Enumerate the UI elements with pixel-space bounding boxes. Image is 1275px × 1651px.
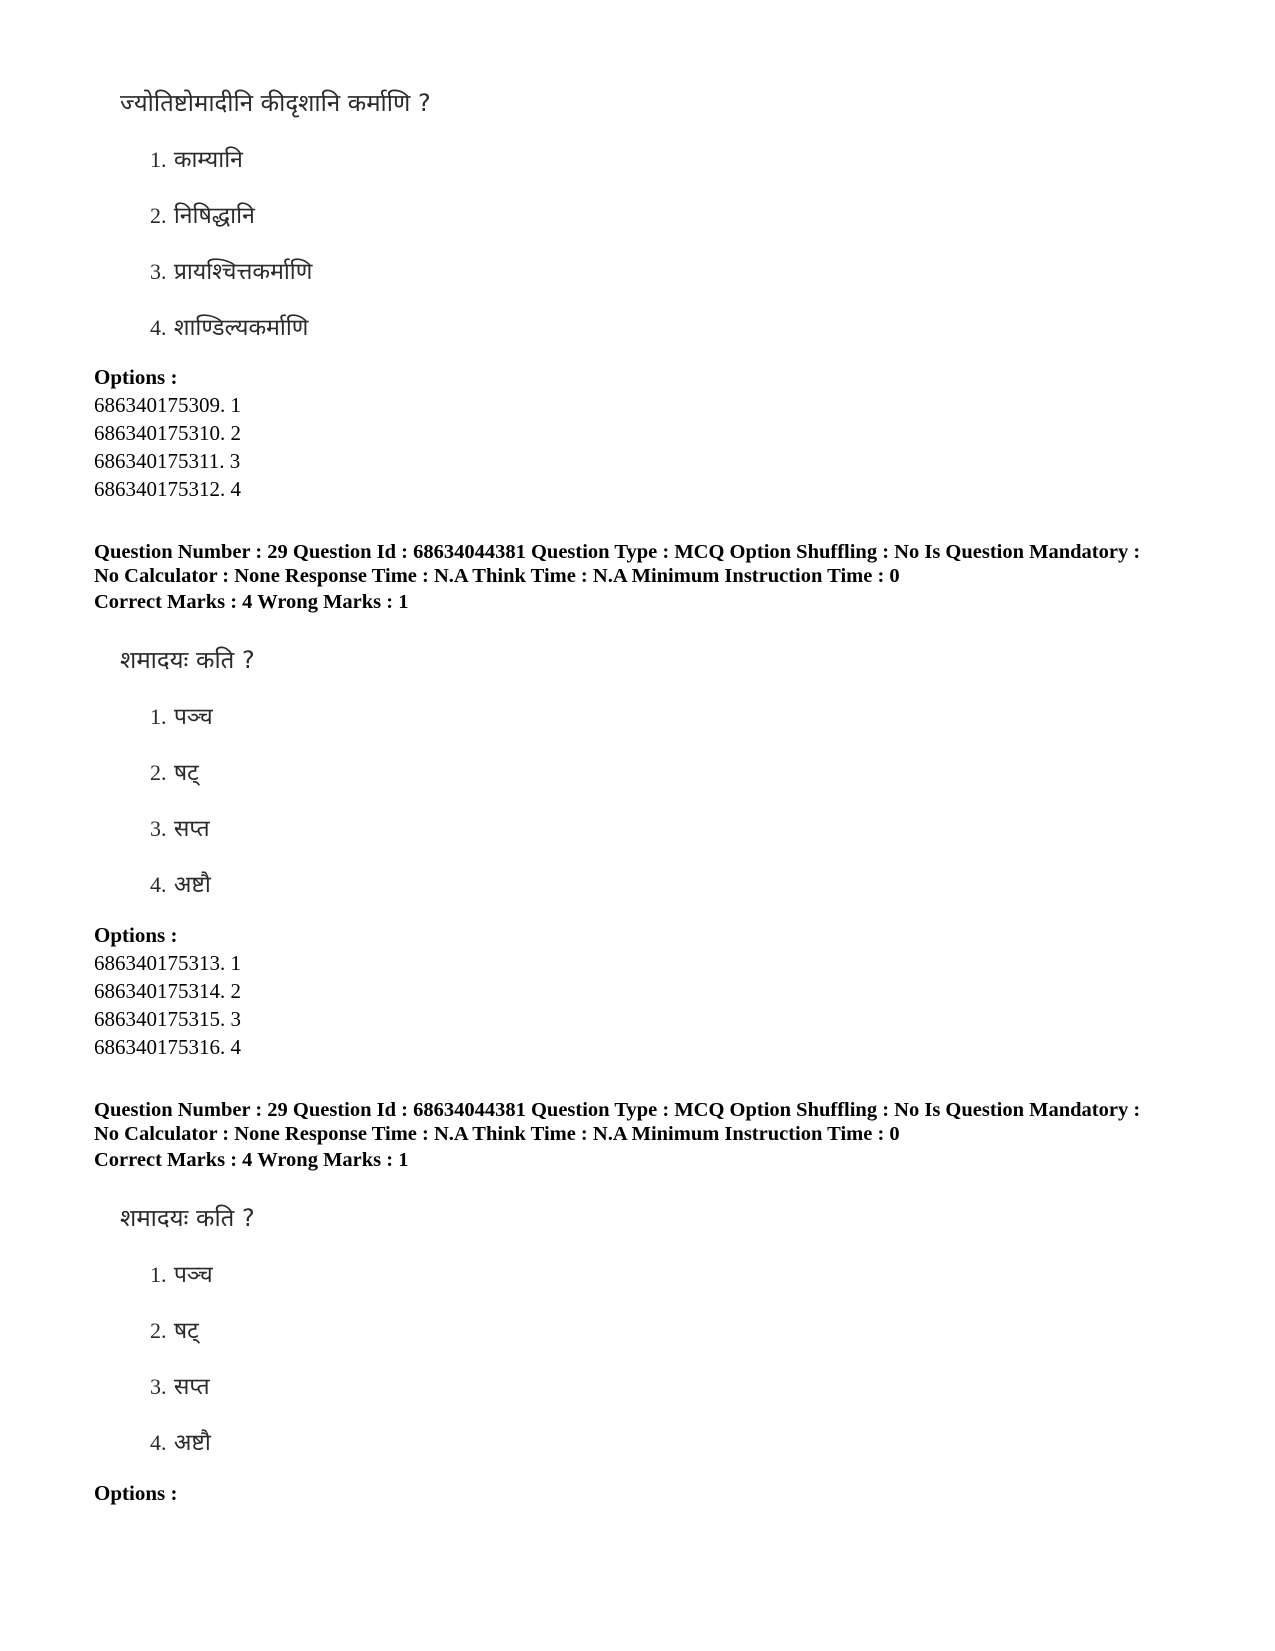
choice-text: सप्त	[173, 816, 210, 842]
question-text: शमादयः कति ?	[120, 646, 255, 674]
options-label: Options :	[94, 365, 178, 389]
choice-number: 2.	[150, 760, 167, 785]
choice-number: 3.	[150, 1374, 167, 1399]
choice-text: काम्यानि	[173, 147, 243, 173]
options-label: Options :	[94, 1481, 178, 1505]
question-choice	[150, 1316, 199, 1346]
choice-number: 1.	[150, 147, 167, 172]
choice-text: प्रायश्चित्तकर्माणि	[173, 259, 313, 285]
question-choice	[150, 814, 210, 844]
choice-text: निषिद्धानि	[173, 203, 255, 229]
choice-text: पञ्च	[173, 1262, 213, 1288]
choice-text: अष्टौ	[173, 872, 211, 898]
choice-text: षट्	[173, 1318, 199, 1344]
question-meta-line-2: No Calculator : None Response Time : N.A Think Time : N.A Minimum Instruction Time : 0	[94, 565, 900, 587]
choice-number: 4.	[150, 1430, 167, 1455]
question-choice	[150, 1428, 211, 1458]
choice-text: पञ्च	[173, 704, 213, 730]
option-id: 686340175310. 2	[94, 421, 241, 445]
question-marks: Correct Marks : 4 Wrong Marks : 1	[94, 591, 409, 613]
choice-text: अष्टौ	[173, 1430, 211, 1456]
choice-text: शाण्डिल्यकर्माणि	[173, 315, 309, 341]
option-id: 686340175312. 4	[94, 477, 241, 501]
question-meta	[94, 540, 1204, 588]
option-id: 686340175314. 2	[94, 979, 241, 1003]
question-choice	[150, 1372, 210, 1402]
question-text: शमादयः कति ?	[120, 1204, 255, 1232]
option-id: 686340175309. 1	[94, 393, 241, 417]
option-id: 686340175315. 3	[94, 1007, 241, 1031]
question-meta-line-1: Question Number : 29 Question Id : 68634044381 Question Type : MCQ Option Shuffling : No Is Question Mandatory :	[94, 1099, 1141, 1121]
question-choice	[150, 313, 308, 343]
question-marks: Correct Marks : 4 Wrong Marks : 1	[94, 1149, 409, 1171]
choice-number: 3.	[150, 816, 167, 841]
option-id: 686340175316. 4	[94, 1035, 241, 1059]
option-id: 686340175311. 3	[94, 449, 241, 473]
question-choice	[150, 702, 213, 732]
question-meta-line-1: Question Number : 29 Question Id : 68634044381 Question Type : MCQ Option Shuffling : No Is Question Mandatory :	[94, 541, 1141, 563]
choice-number: 4.	[150, 315, 167, 340]
question-meta	[94, 1098, 1204, 1146]
question-choice	[150, 758, 199, 788]
question-text: ज्योतिष्टोमादीनि कीदृशानि कर्माणि ?	[120, 89, 431, 117]
choice-number: 1.	[150, 1262, 167, 1287]
choice-number: 3.	[150, 259, 167, 284]
choice-text: सप्त	[173, 1374, 210, 1400]
question-choice	[150, 257, 312, 287]
choice-number: 1.	[150, 704, 167, 729]
options-label: Options :	[94, 923, 178, 947]
question-choice	[150, 1260, 213, 1290]
question-choice	[150, 201, 255, 231]
question-choice	[150, 870, 211, 900]
question-meta-line-2: No Calculator : None Response Time : N.A Think Time : N.A Minimum Instruction Time : 0	[94, 1123, 900, 1145]
question-choice	[150, 145, 243, 175]
choice-number: 2.	[150, 1318, 167, 1343]
choice-number: 2.	[150, 203, 167, 228]
choice-text: षट्	[173, 760, 199, 786]
option-id: 686340175313. 1	[94, 951, 241, 975]
choice-number: 4.	[150, 872, 167, 897]
